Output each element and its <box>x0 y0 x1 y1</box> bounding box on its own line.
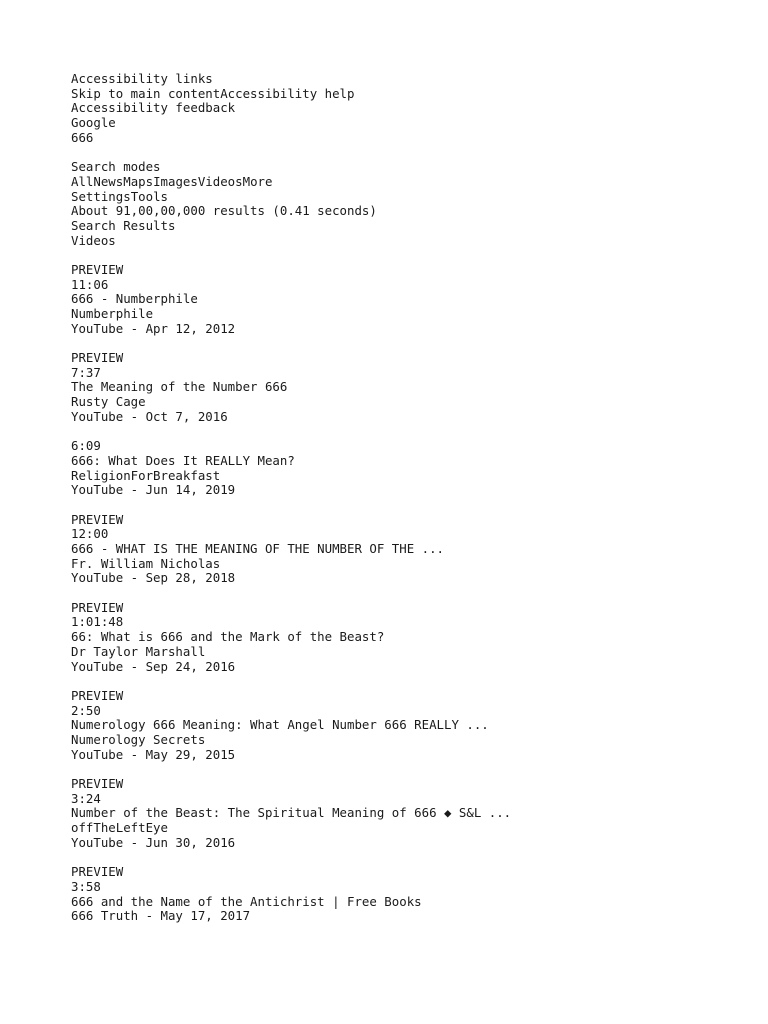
video-result[interactable] <box>71 865 751 924</box>
videos-section-title: Videos <box>71 232 116 248</box>
video-title-link[interactable]: 666 - Numberphile <box>71 291 198 307</box>
video-channel: Dr Taylor Marshall <box>71 643 206 659</box>
video-title-link[interactable]: 666 and the Name of the Antichrist | Free Books <box>71 893 422 909</box>
video-channel: Numerology Secrets <box>71 731 206 747</box>
video-source-date: YouTube - Oct 7, 2016 <box>71 408 228 424</box>
spacer <box>71 586 751 601</box>
accessibility-links-row <box>71 87 751 102</box>
spacer <box>71 498 751 513</box>
video-source-date: YouTube - Sep 24, 2016 <box>71 658 236 674</box>
video-result[interactable] <box>71 351 751 424</box>
video-preview-label: PREVIEW <box>71 599 124 615</box>
spacer <box>71 425 751 440</box>
search-input[interactable]: 666 <box>71 129 94 145</box>
video-source-date: YouTube - Jun 14, 2019 <box>71 482 236 498</box>
tab-images[interactable]: Images <box>153 173 198 189</box>
video-channel: Rusty Cage <box>71 394 146 410</box>
video-duration: 11:06 <box>71 276 109 292</box>
tab-videos[interactable]: Videos <box>197 173 243 189</box>
search-mode-tabs <box>71 175 751 190</box>
video-source-date: YouTube - May 29, 2015 <box>71 746 236 762</box>
video-duration: 1:01:48 <box>71 614 124 630</box>
video-source-date: YouTube - Apr 12, 2012 <box>71 320 236 336</box>
spacer <box>71 850 751 865</box>
video-result[interactable] <box>71 513 751 586</box>
video-preview-label: PREVIEW <box>71 864 124 880</box>
google-logo[interactable]: Google <box>71 115 116 131</box>
video-result[interactable] <box>71 777 751 850</box>
video-source-date: 666 Truth - May 17, 2017 <box>71 908 251 924</box>
video-title-link[interactable]: Number of the Beast: The Spiritual Meaning of 666 ◆ S&L ... <box>71 805 512 821</box>
video-duration: 6:09 <box>71 438 101 454</box>
video-channel: offTheLeftEye <box>71 820 168 836</box>
video-result[interactable] <box>71 689 751 762</box>
video-source-date: YouTube - Jun 30, 2016 <box>71 834 236 850</box>
search-modes-heading: Search modes <box>71 159 161 175</box>
video-title-link[interactable]: The Meaning of the Number 666 <box>71 379 288 395</box>
accessibility-links-heading: Accessibility links <box>71 71 213 86</box>
tab-maps[interactable]: Maps <box>123 173 154 189</box>
video-title-link[interactable]: Numerology 666 Meaning: What Angel Number 666 REALLY ... <box>71 717 489 733</box>
accessibility-feedback-link[interactable]: Accessibility feedback <box>71 100 236 116</box>
video-results-list <box>71 248 751 924</box>
video-result[interactable] <box>71 601 751 674</box>
video-duration: 12:00 <box>71 526 109 542</box>
video-title-link[interactable]: 666: What Does It REALLY Mean? <box>71 452 295 468</box>
video-preview-label: PREVIEW <box>71 511 124 527</box>
tab-news[interactable]: News <box>93 173 124 189</box>
settings-button[interactable]: Settings <box>71 188 131 204</box>
video-channel: Numberphile <box>71 306 154 321</box>
video-channel: ReligionForBreakfast <box>71 467 221 483</box>
video-result[interactable] <box>71 263 751 336</box>
video-duration: 3:58 <box>71 878 101 894</box>
video-preview-label: PREVIEW <box>71 261 124 277</box>
spacer <box>71 762 751 777</box>
tab-more[interactable]: More <box>242 173 273 189</box>
tab-all[interactable]: All <box>71 173 94 189</box>
video-duration: 2:50 <box>71 702 101 718</box>
spacer <box>71 248 751 263</box>
result-stats: About 91,00,00,000 results (0.41 seconds) <box>71 203 377 219</box>
video-preview-label: PREVIEW <box>71 776 124 791</box>
tools-button[interactable]: Tools <box>130 188 168 204</box>
video-duration: 3:24 <box>71 790 101 806</box>
video-duration: 7:37 <box>71 364 101 380</box>
video-channel: Fr. William Nicholas <box>71 555 221 571</box>
settings-tools-row <box>71 190 751 205</box>
spacer <box>71 145 751 160</box>
video-preview-label: PREVIEW <box>71 687 124 703</box>
video-title-link[interactable]: 66: What is 666 and the Mark of the Beast? <box>71 629 385 645</box>
video-result[interactable] <box>71 439 751 498</box>
spacer <box>71 674 751 689</box>
video-source-date: YouTube - Sep 28, 2018 <box>71 570 236 586</box>
video-preview-label: PREVIEW <box>71 350 124 366</box>
search-results-heading: Search Results <box>71 217 176 233</box>
accessibility-help-link[interactable]: Accessibility help <box>220 85 355 101</box>
video-title-link[interactable]: 666 - WHAT IS THE MEANING OF THE NUMBER OF THE ... <box>71 541 444 556</box>
spacer <box>71 336 751 351</box>
skip-to-main-content-link[interactable]: Skip to main content <box>71 85 221 101</box>
